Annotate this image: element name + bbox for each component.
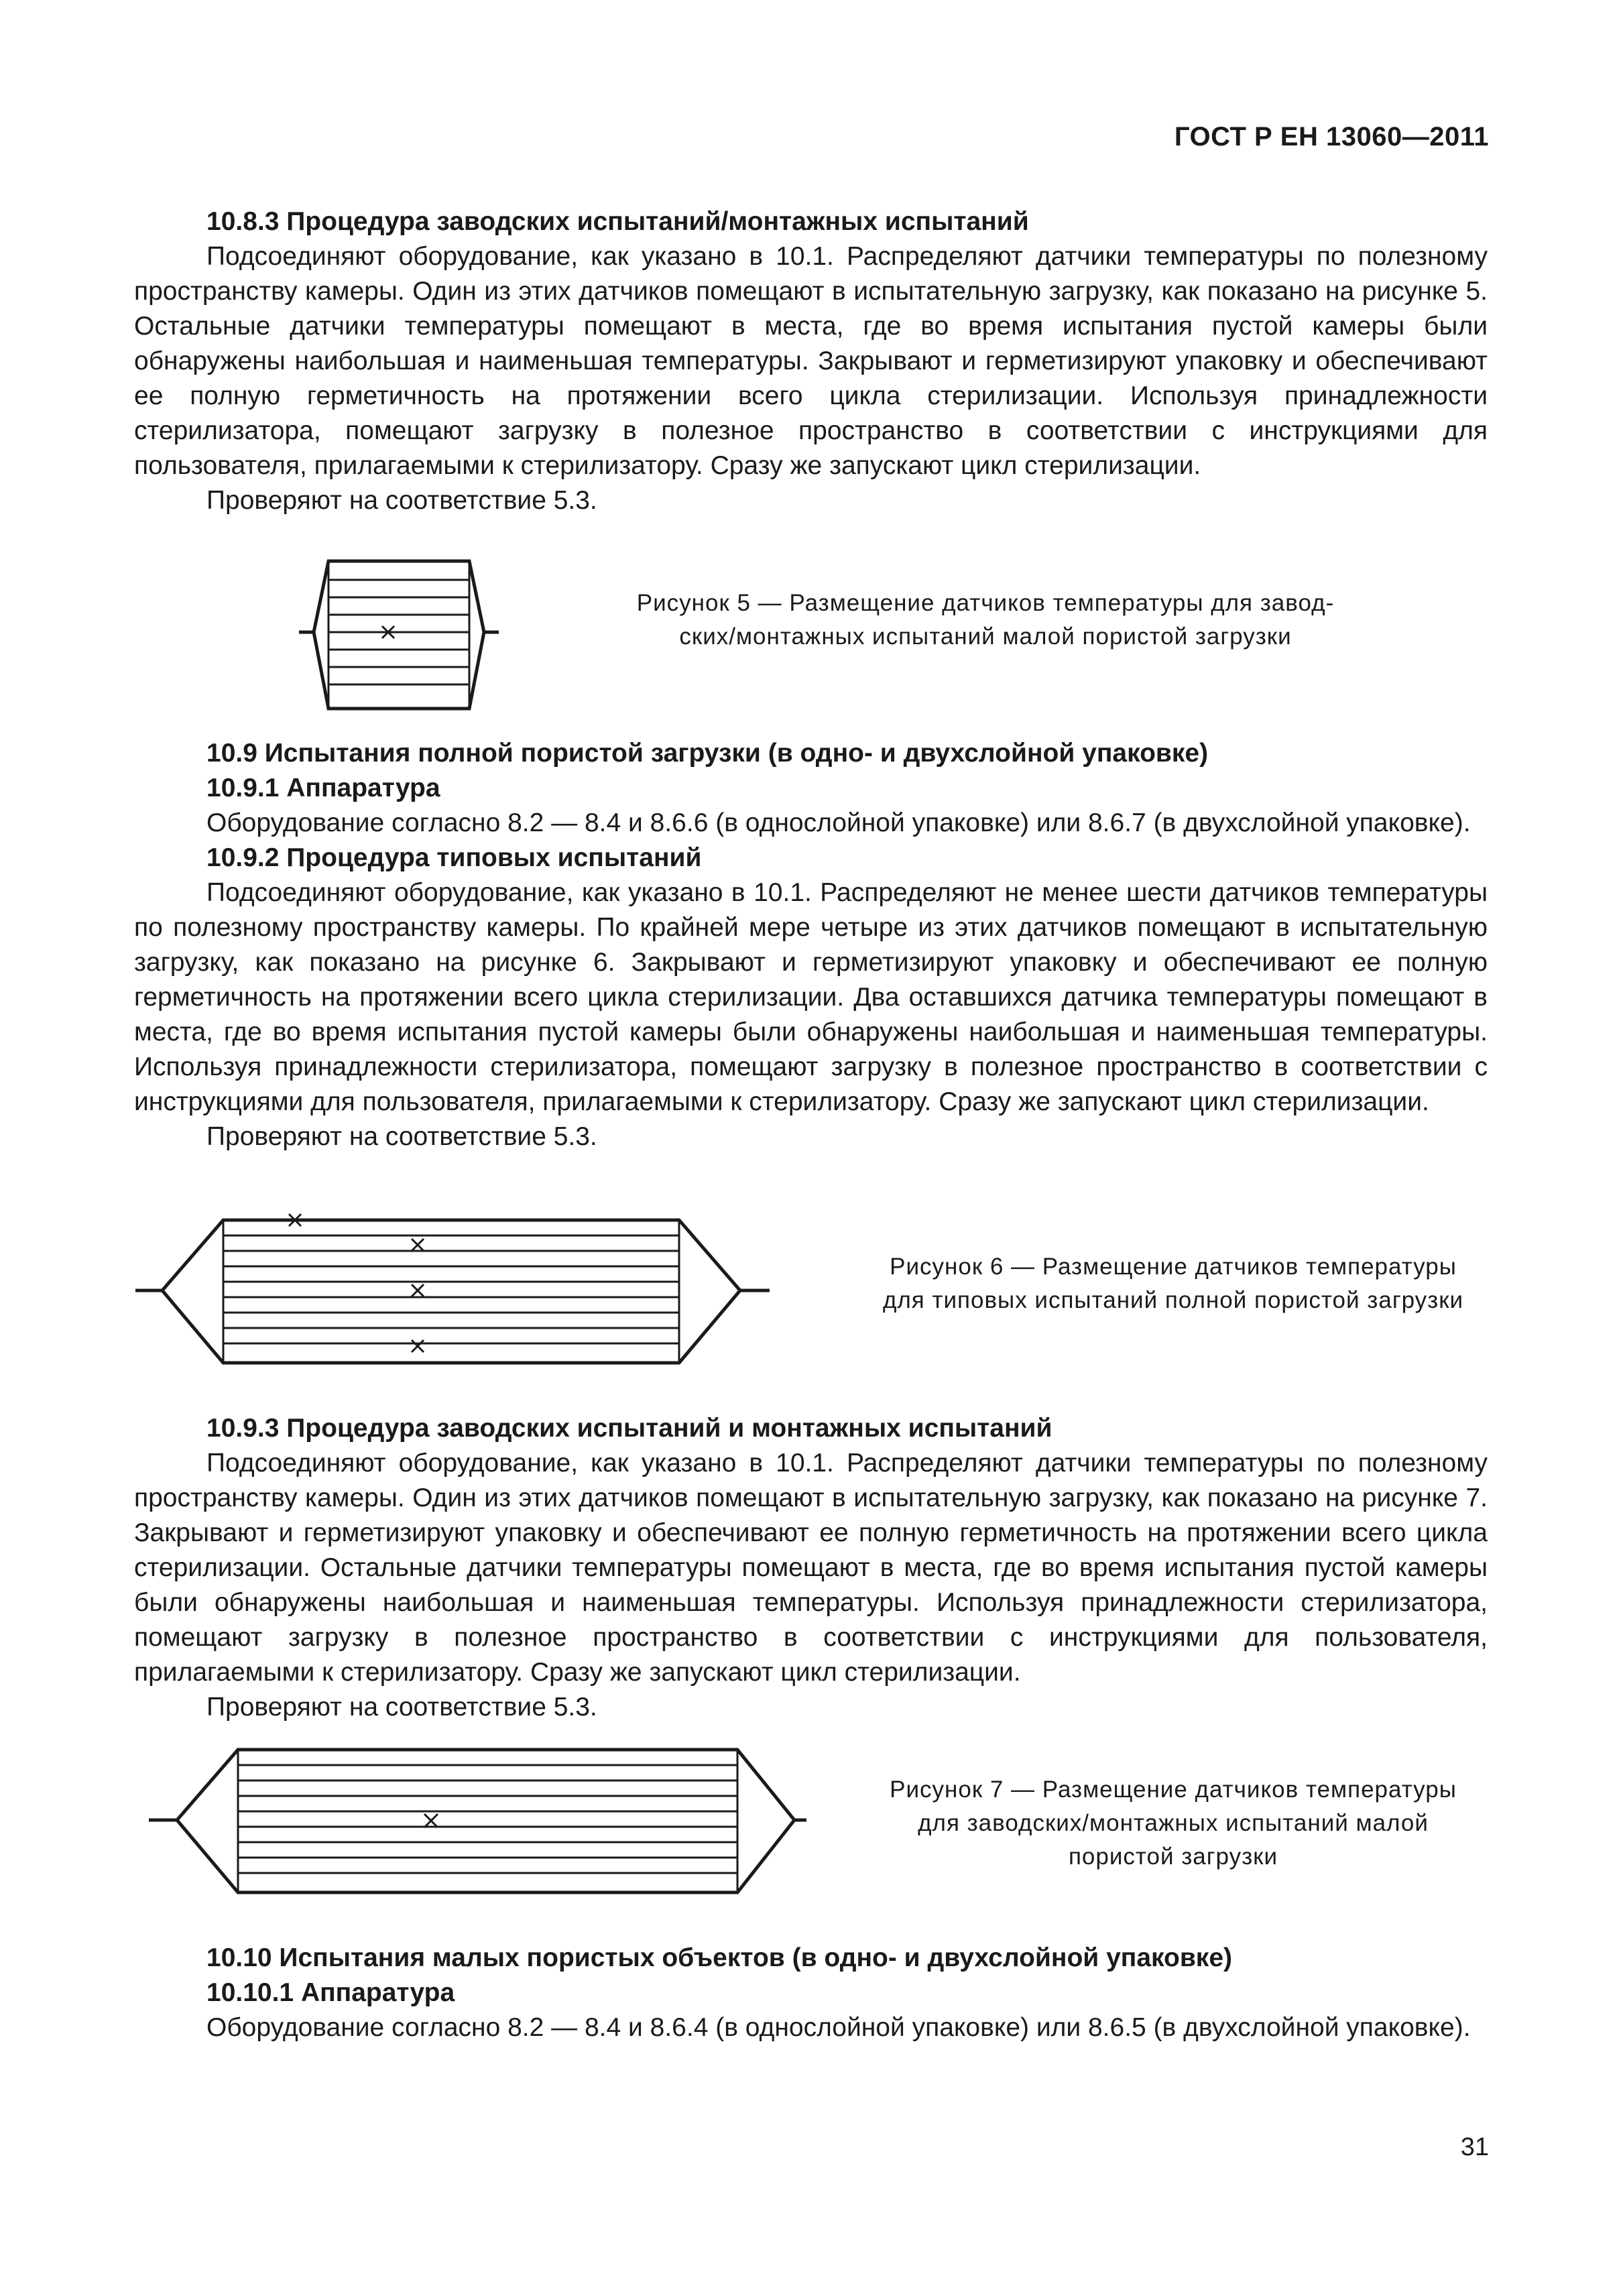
section-heading: 10.10 Испытания малых пористых объектов (в одно- и двухслойной упаковке) bbox=[206, 1943, 1233, 1972]
paragraph: Проверяют на соответствие 5.3. bbox=[206, 1693, 597, 1721]
section-10-9-3 bbox=[134, 1411, 1488, 1725]
figure-6-caption bbox=[851, 1250, 1495, 1317]
paragraph: Подсоединяют оборудование, как указано в 10.1. Распределяют датчики температуры по полезному пространству камеры. Один из этих датчиков помещают в испытательную загрузку, как показано на рисунке 7. Закрывают и герметизируют упаковку и обеспечивают ее полную герметичность на протяжении всего цикла стерилизации. Остальные датчики температуры помещают в места, где во время испытания пустой камеры были обнаружены наибольшая и наименьшая температуры. Используя принадлежности стерилизатора, помещают загрузку в полезное пространство в соответствии с инструкциями для пользователя, прилагаемыми к стерилизатору. Сразу же запускают цикл стерилизации. bbox=[134, 1449, 1488, 1687]
paragraph: Проверяют на соответствие 5.3. bbox=[206, 486, 597, 515]
figure-7-caption bbox=[851, 1773, 1495, 1874]
section-heading: 10.9.3 Процедура заводских испытаний и монтажных испытаний bbox=[206, 1414, 1053, 1443]
figure-5-diagram bbox=[295, 553, 503, 717]
page-number: 31 bbox=[1460, 2133, 1489, 2161]
sensor-marker bbox=[424, 1814, 438, 1827]
figure-5-caption bbox=[603, 587, 1368, 654]
section-heading: 10.9.2 Процедура типовых испытаний bbox=[206, 843, 702, 872]
document-header: ГОСТ Р ЕН 13060—2011 bbox=[1174, 122, 1489, 152]
caption-line: для типовых испытаний полной пористой загрузки bbox=[882, 1287, 1464, 1313]
sensor-marker bbox=[412, 1340, 424, 1352]
figure-6-diagram bbox=[133, 1207, 776, 1371]
caption-line: Рисунок 7 — Размещение датчиков температуры bbox=[890, 1776, 1457, 1803]
section-heading: 10.9.1 Аппаратура bbox=[206, 774, 440, 802]
section-10-9 bbox=[134, 736, 1488, 1154]
paragraph: Подсоединяют оборудование, как указано в 10.1. Распределяют не менее шести датчиков температуры по полезному пространству камеры. По крайней мере четыре из этих датчиков помещают в испытательную загрузку, как показано на рисунке 6. Закрывают и герметизируют упаковку и обеспечивают ее полную герметичность на протяжении всего цикла стерилизации. Два оставшихся датчика температуры помещают в места, где во время испытания пустой камеры были обнаружены наибольшая и наименьшая температуры. Используя принадлежности стерилизатора, помещают загрузку в полезное пространство в соответствии с инструкциями для пользователя, прилагаемыми к стерилизатору. Сразу же запускают цикл стерилизации. bbox=[134, 878, 1488, 1116]
sensor-marker bbox=[412, 1239, 424, 1251]
section-10-8-3 bbox=[134, 204, 1488, 518]
caption-line: ских/монтажных испытаний малой пористой загрузки bbox=[679, 623, 1292, 650]
section-10-10 bbox=[134, 1941, 1488, 2045]
caption-line: Рисунок 6 — Размещение датчиков температуры bbox=[890, 1254, 1457, 1280]
caption-line: пористой загрузки bbox=[1068, 1844, 1278, 1870]
caption-line: Рисунок 5 — Размещение датчиков температуры для завод- bbox=[636, 590, 1335, 616]
caption-line: для заводских/монтажных испытаний малой bbox=[918, 1810, 1429, 1836]
section-heading: 10.10.1 Аппаратура bbox=[206, 1978, 455, 2007]
paragraph: Оборудование согласно 8.2 — 8.4 и 8.6.6 (в однослойной упаковке) или 8.6.7 (в двухслойной упаковке). bbox=[206, 808, 1471, 837]
figure-7-diagram bbox=[146, 1740, 810, 1900]
section-heading: 10.8.3 Процедура заводских испытаний/монтажных испытаний bbox=[206, 207, 1029, 236]
section-heading: 10.9 Испытания полной пористой загрузки (в одно- и двухслойной упаковке) bbox=[206, 739, 1209, 768]
paragraph: Подсоединяют оборудование, как указано в 10.1. Распределяют датчики температуры по полезному пространству камеры. Один из этих датчиков помещают в испытательную загрузку, как показано на рисунке 5. Остальные датчики температуры помещают в места, где во время испытания пустой камеры были обнаружены наибольшая и наименьшая температуры. Закрывают и герметизируют упаковку и обеспечивают ее полную герметичность на протяжении всего цикла стерилизации. Используя принадлежности стерилизатора, помещают загрузку в полезное пространство в соответствии с инструкциями для пользователя, прилагаемыми к стерилизатору. Сразу же запускают цикл стерилизации. bbox=[134, 242, 1488, 480]
sensor-marker bbox=[412, 1284, 424, 1296]
paragraph: Проверяют на соответствие 5.3. bbox=[206, 1122, 597, 1151]
paragraph: Оборудование согласно 8.2 — 8.4 и 8.6.4 (в однослойной упаковке) или 8.6.5 (в двухслойной упаковке). bbox=[206, 2013, 1471, 2042]
